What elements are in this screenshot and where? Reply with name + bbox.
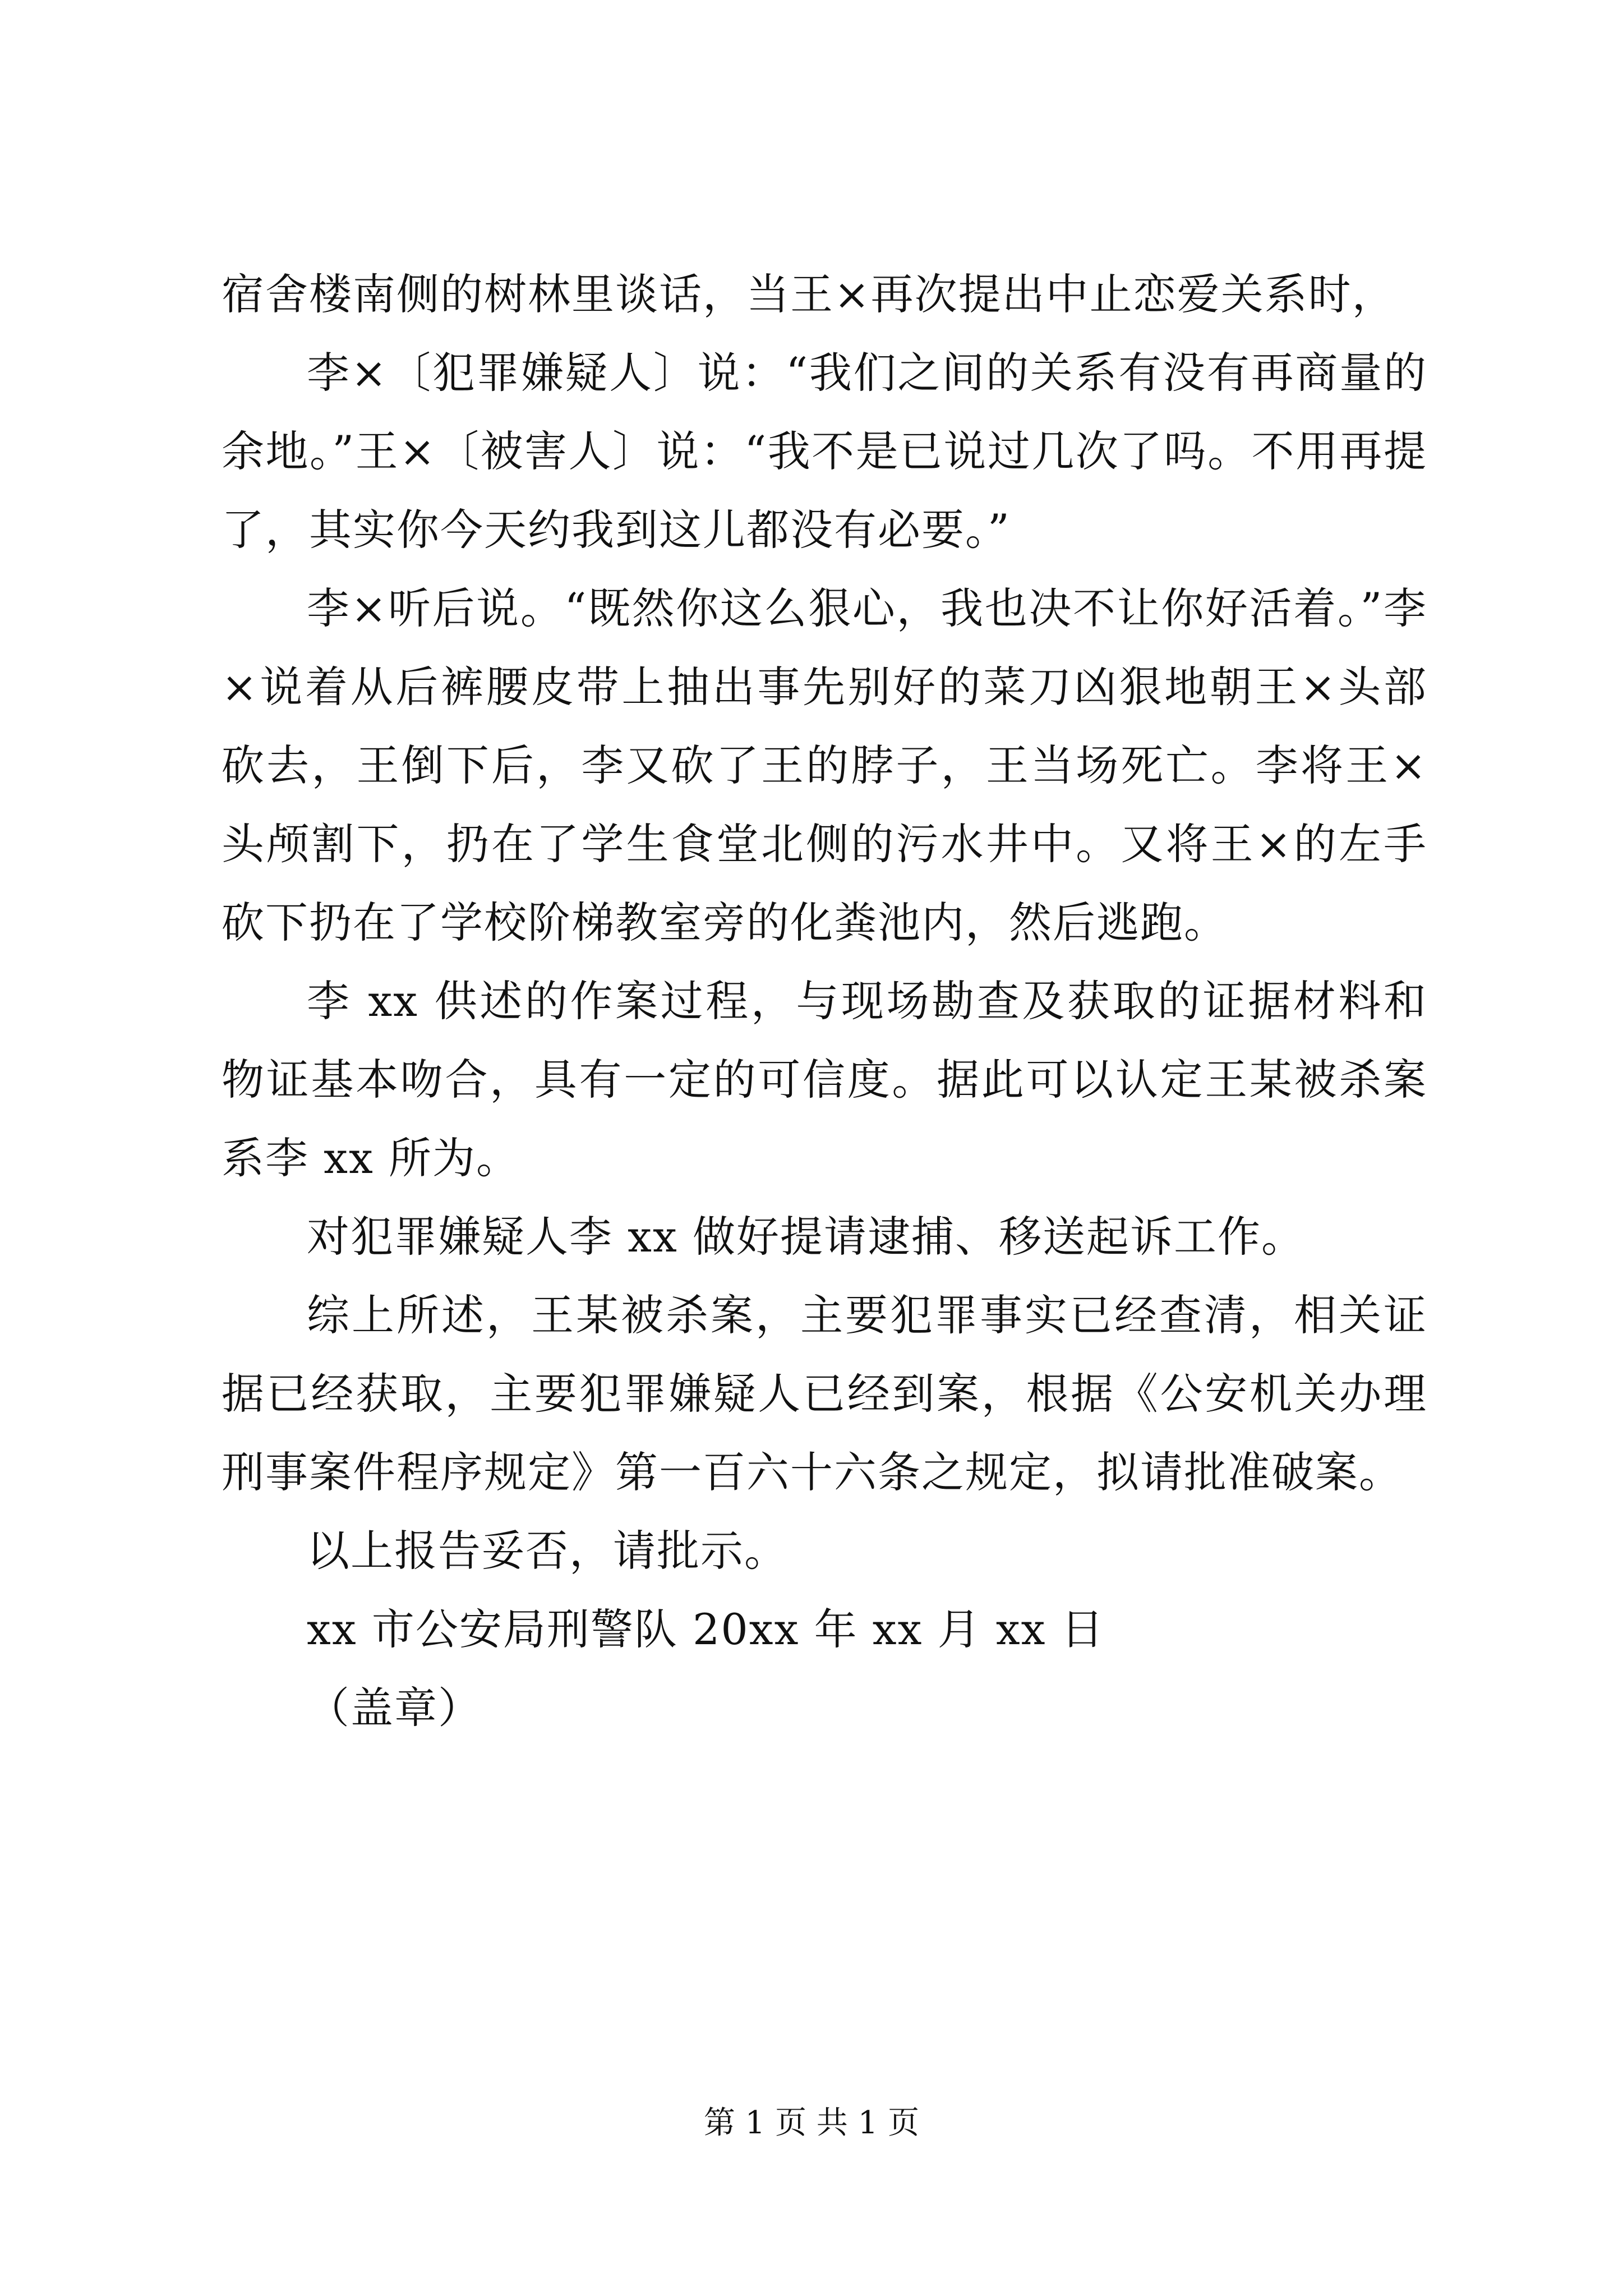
paragraph-crime-description: 李×听后说。“既然你这么狠心，我也决不让你好活着。”李×说着从后裤腰皮带上抽出事先别好的菜刀凶狠地朝王×头部砍去，王倒下后，李又砍了王的脖子，王当场死亡。李将王×头颅割下，扔在了学生食堂北侧的污水井中。又将王×的左手砍下扔在了学校阶梯教室旁的化粪池内，然后逃跑。 xyxy=(222,583,1427,947)
paragraph-signature-date: xx 市公安局刑警队 20xx 年 xx 月 xx 日 xyxy=(307,1604,1105,1654)
paragraph-request: 以上报告妥否，请批示。 xyxy=(307,1526,788,1576)
document-body xyxy=(222,255,1427,1747)
paragraph-conclusion: 综上所述，王某被杀案，主要犯罪事实已经查清，相关证据已经获取，主要犯罪嫌疑人已经到案，根据《公安机关办理刑事案件程序规定》第一百六十六条之规定，拟请批准破案。 xyxy=(222,1290,1427,1497)
paragraph-confession: 李 xx 供述的作案过程，与现场勘查及获取的证据材料和物证基本吻合，具有一定的可信度。据此可以认定王某被杀案系李 xx 所为。 xyxy=(222,976,1427,1183)
paragraph-continuation: 宿舍楼南侧的树林里谈话，当王×再次提出中止恋爱关系时， xyxy=(222,269,1396,319)
paragraph-arrest: 对犯罪嫌疑人李 xx 做好提请逮捕、移送起诉工作。 xyxy=(307,1212,1306,1262)
paragraph-dialogue: 李×〔犯罪嫌疑人〕说：“我们之间的关系有没有再商量的余地。”王×〔被害人〕说：“我不是已说过几次了吗。不用再提了，其实你今天约我到这儿都没有必要。” xyxy=(222,348,1427,555)
paragraph-seal: （盖章） xyxy=(307,1683,482,1733)
page-number: 第 1 页 共 1 页 xyxy=(703,2105,920,2141)
page-footer xyxy=(0,2101,1623,2146)
